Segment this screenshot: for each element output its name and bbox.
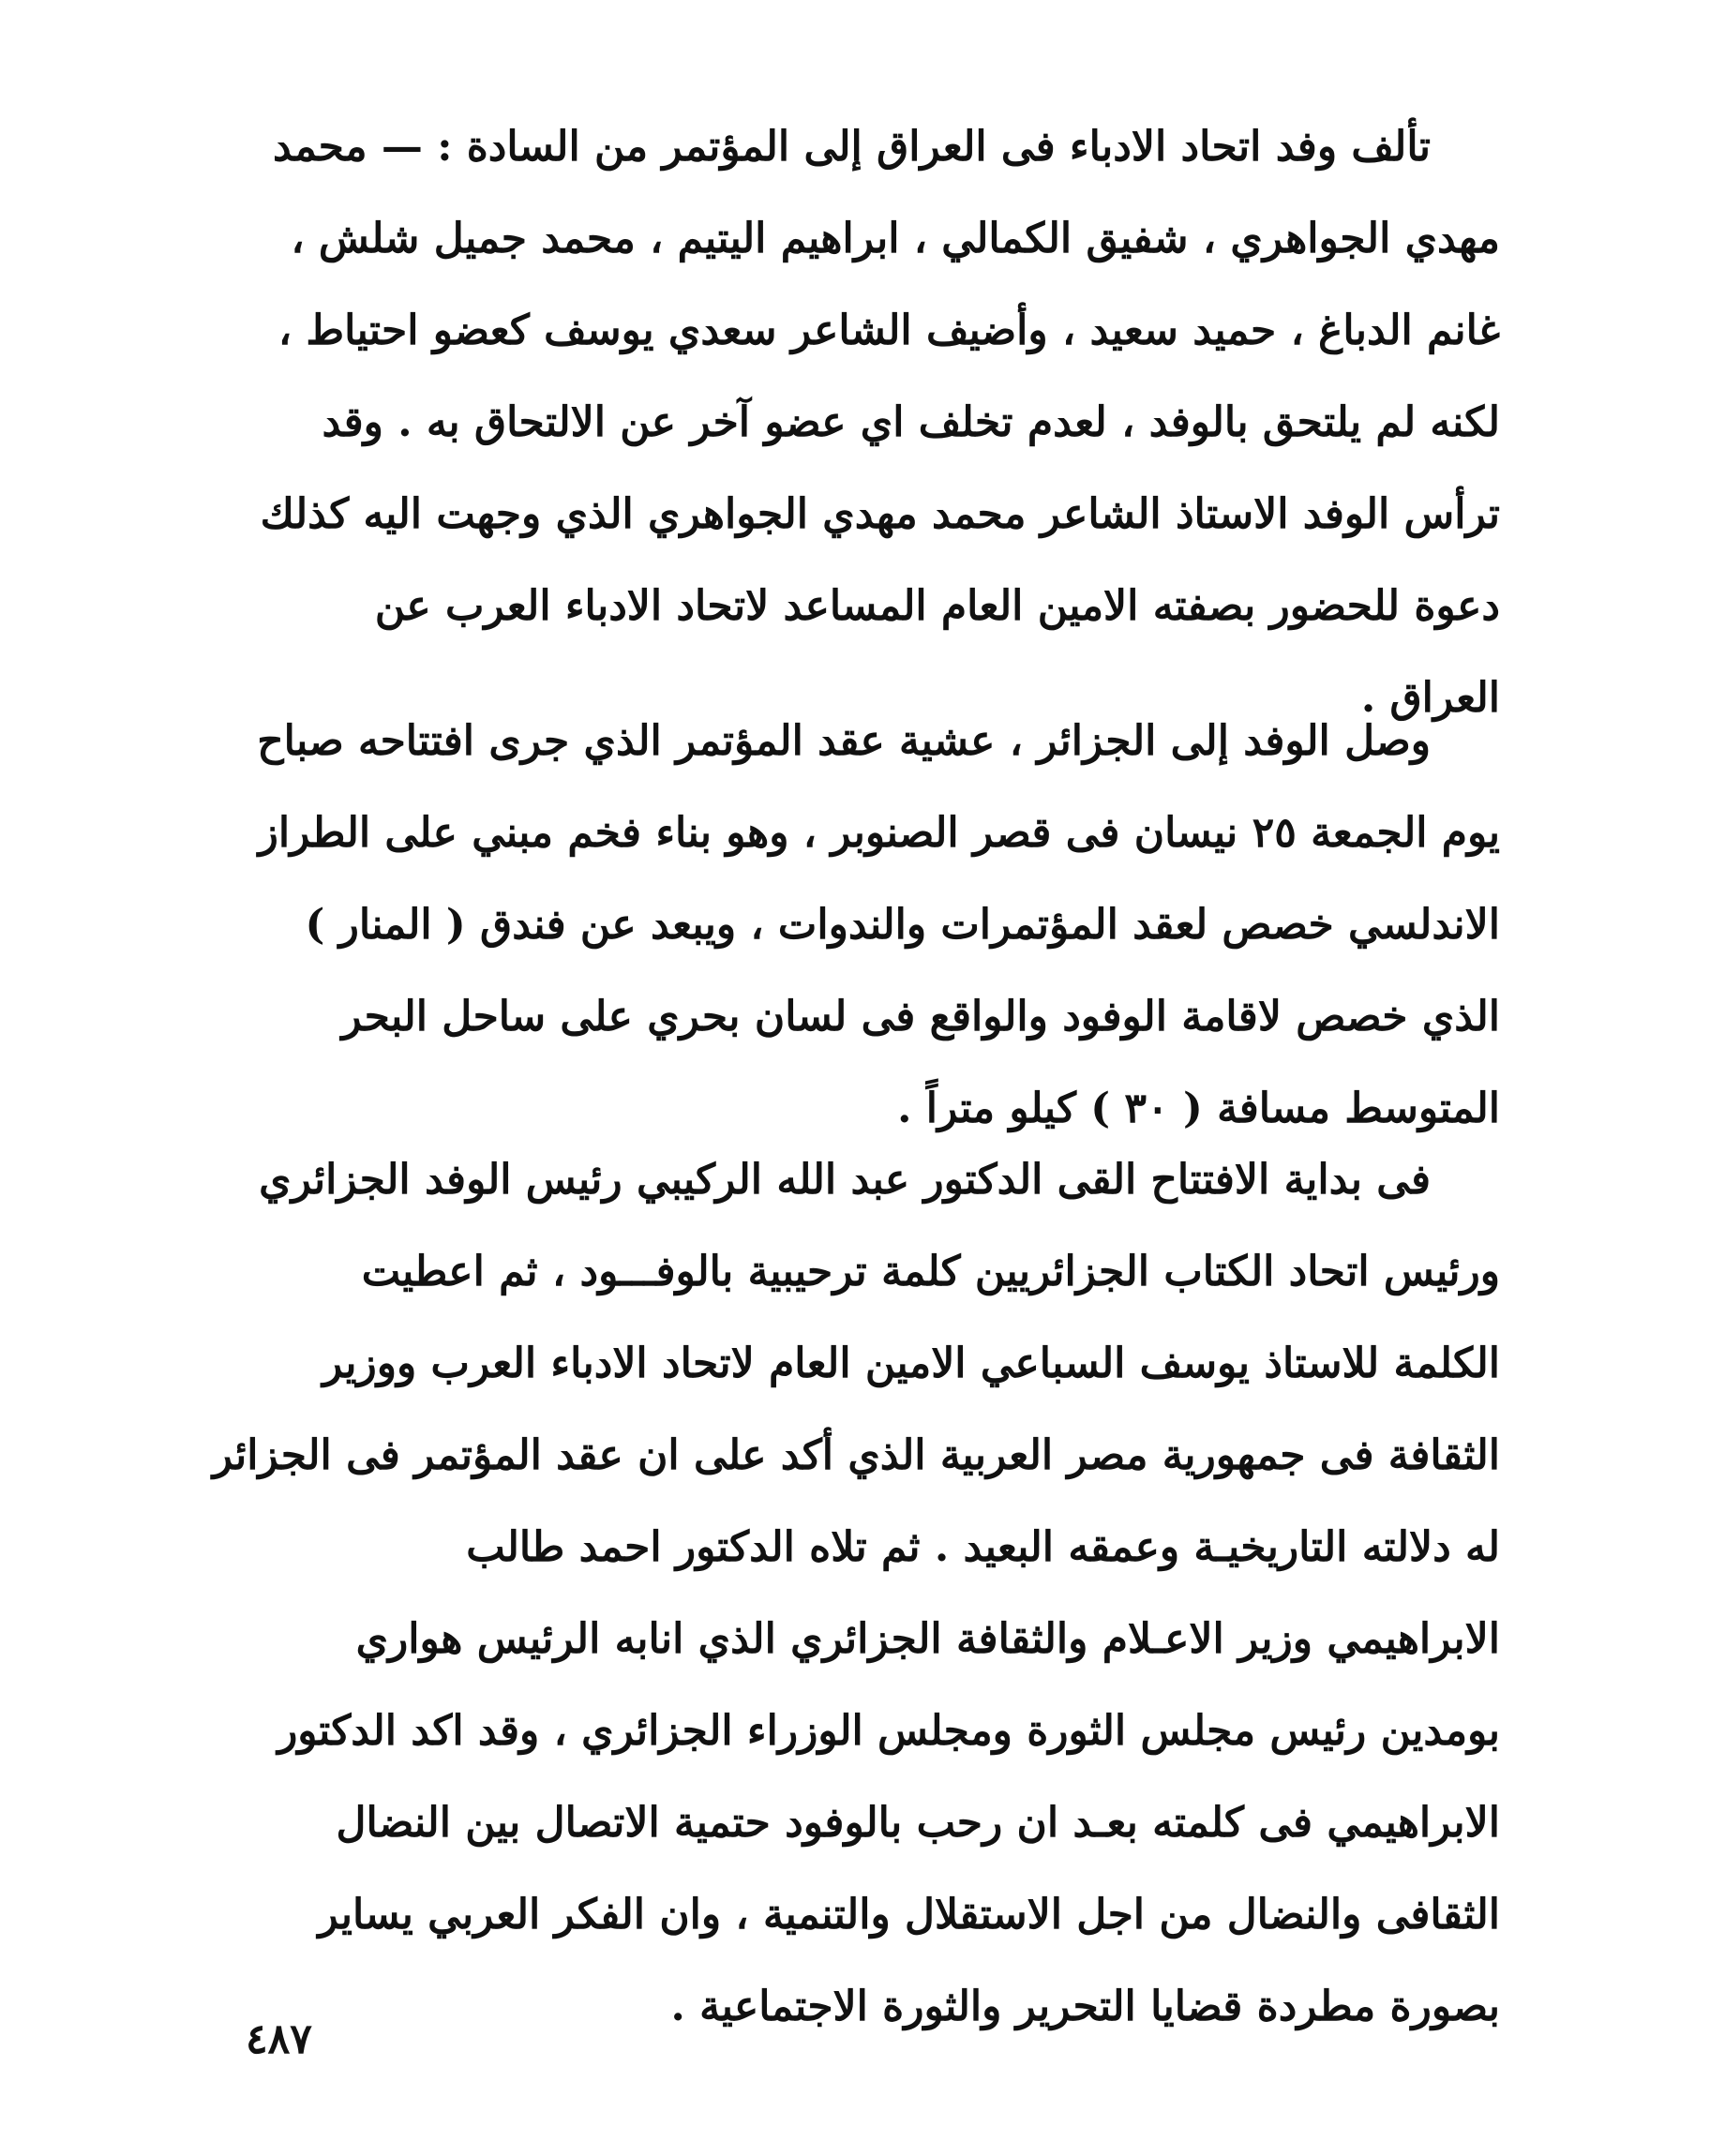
text-line: يوم الجمعة ٢٥ نيسان فى قصر الصنوبر ، وهو بناء فخم مبني على الطراز (258, 809, 1500, 857)
text-line: فى بداية الافتتاح القى الدكتور عبد الله الركيبي رئيس الوفد الجزائري (259, 1156, 1431, 1204)
text-line: ورئيس اتحاد الكتاب الجزائريين كلمة ترحيبية بالوفـــود ، ثم اعطيت (361, 1248, 1500, 1295)
text-line: ترأس الوفد الاستاذ الشاعر محمد مهدي الجواهري الذي وجهت اليه كذلك (260, 490, 1500, 538)
text-line: الاندلسي خصص لعقد المؤتمرات والندوات ، ويبعد عن فندق ( المنار ) (305, 901, 1500, 949)
text-line: لكنه لم يلتحق بالوفد ، لعدم تخلف اي عضو آخر عن الالتحاق به . وقد (322, 398, 1500, 446)
text-line: تألف وفد اتحاد الادباء فى العراق إلى المؤتمر من السادة : — محمد (273, 123, 1431, 171)
text-line: مهدي الجواهري ، شفيق الكمالي ، ابراهيم اليتيم ، محمد جميل شلش ، (291, 215, 1500, 262)
paragraph-opening (212, 1134, 1500, 2053)
text-line: الكلمة للاستاذ يوسف السباعي الامين العام لاتحاد الادباء العرب ووزير (322, 1340, 1500, 1387)
text-line: دعوة للحضور بصفته الامين العام المساعد لاتحاد الادباء العرب عن (374, 582, 1500, 630)
text-line: بومدين رئيس مجلس الثورة ومجلس الوزراء الجزائري ، وقد اكد الدكتور (278, 1707, 1500, 1755)
paragraph-delegation (216, 101, 1500, 744)
text-line: غانم الدباغ ، حميد سعيد ، وأضيف الشاعر سعدي يوسف كعضو احتياط ، (278, 307, 1500, 354)
text-line: الابراهيمي فى كلمته بعـد ان رحب بالوفود حتمية الاتصال بين النضال (336, 1799, 1500, 1847)
page-number: ٤٨٧ (246, 2015, 312, 2063)
text-line: المتوسط مسافة ( ٣٠ ) كيلو متراً . (897, 1085, 1500, 1132)
text-line: بصورة مطردة قضايا التحرير والثورة الاجتماعية . (670, 1983, 1500, 2030)
text-line: الثقافى والنضال من اجل الاستقلال والتنمية ، وان الفكر العربي يساير (318, 1891, 1500, 1939)
text-line: له دلالته التاريخيـة وعمقه البعيد . ثم تلاه الدكتور احمد طالب (466, 1523, 1500, 1571)
text-line: الابراهيمي وزير الاعـلام والثقافة الجزائري الذي انابه الرئيس هواري (355, 1615, 1500, 1663)
text-line: وصل الوفد إلى الجزائر ، عشية عقد المؤتمر الذي جرى افتتاحه صباح (257, 717, 1431, 765)
paragraph-arrival (216, 696, 1500, 1155)
text-line: الذي خصص لاقامة الوفود والواقع فى لسان بحري على ساحل البحر (341, 993, 1500, 1041)
text-line: العراق . (1360, 674, 1500, 722)
text-line: الثقافة فى جمهورية مصر العربية الذي أكد على ان عقد المؤتمر فى الجزائر (212, 1431, 1500, 1479)
